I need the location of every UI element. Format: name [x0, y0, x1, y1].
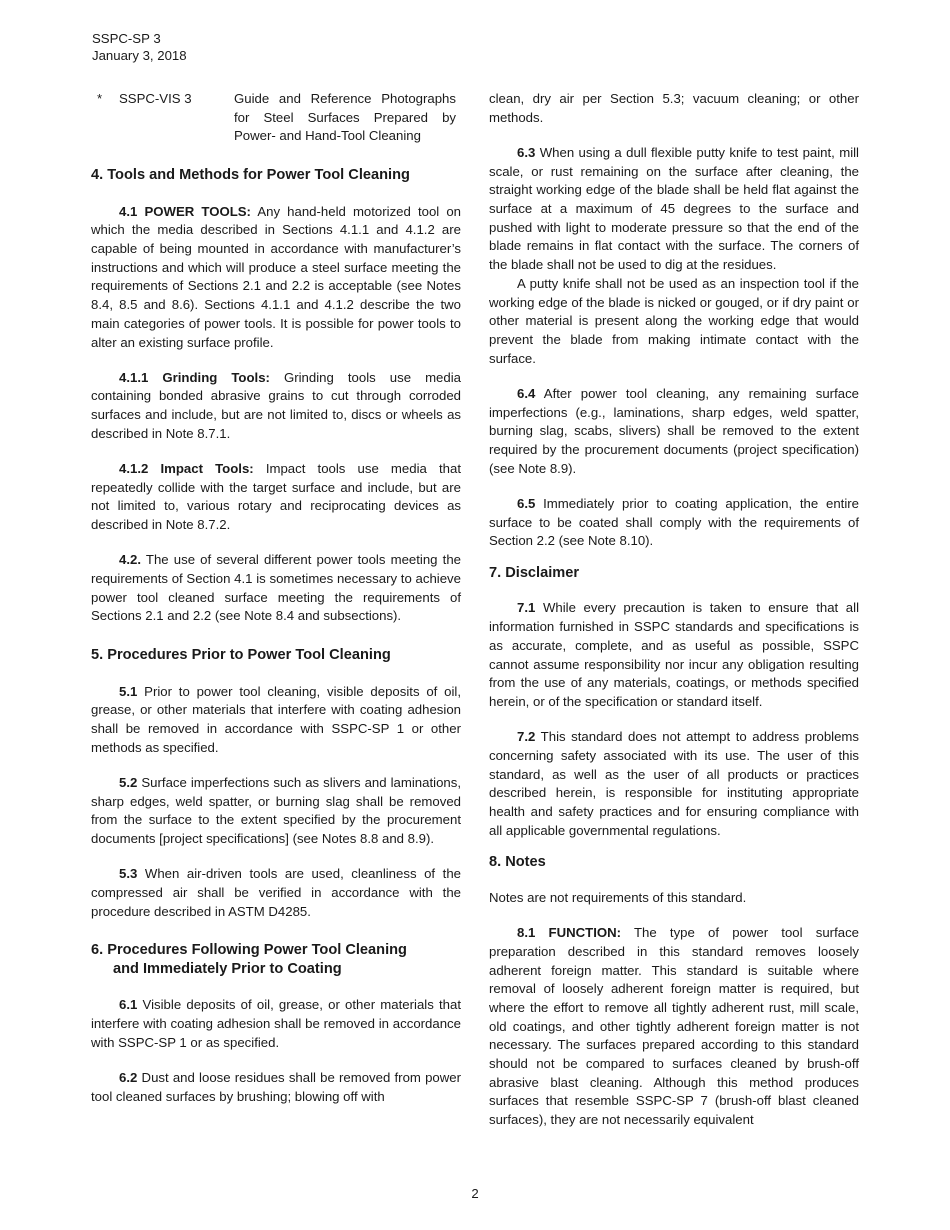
paragraph-label: 5.2: [119, 774, 138, 790]
paragraph-label: 4.1.1 Grinding Tools:: [119, 369, 270, 385]
paragraph-text: When using a dull flexible putty knife to test paint, mill scale, or rust remaining on the surface after cleaning, the straight working edge of the blade shall be held flat against the surface at a maximum of 45 degrees to the surface and pushed with light to moderate pressure so that the end of the blade remains in flat contact with the surface. The corners of the blade shall not be used to dig at the residues.: [489, 144, 859, 273]
paragraph-text: The use of several different power tools meeting the requirements of Section 4.1 is sometimes necessary to achieve power tool cleaned surface meeting the requirements of Sections 2.1 and 2.2 (see Note 8.4 and subsections).: [91, 552, 461, 624]
paragraph-6-3-continued: A putty knife shall not be used as an inspection tool if the working edge of the blade is nicked or gouged, or if dry paint or other material is present along the working edge that would prevent the blade from making intimate contact with the surface.: [489, 275, 859, 366]
reference-entry: [91, 90, 461, 146]
page-header: [92, 30, 187, 64]
reference-code: SSPC-VIS 3: [119, 91, 192, 106]
paragraph-label: 6.5: [517, 495, 536, 511]
paragraph-label: 7.2: [517, 729, 536, 745]
paragraph-7-2: [489, 728, 859, 840]
paragraph-label: 4.1.2 Impact Tools:: [119, 461, 254, 477]
section-6-heading-line-2: and Immediately Prior to Coating: [113, 960, 342, 977]
section-5-heading: 5. Procedures Prior to Power Tool Cleaning: [91, 647, 391, 664]
paragraph-4-1-1: [91, 369, 461, 444]
paragraph-4-1: [91, 203, 461, 353]
paragraph-text: Grinding tools use media containing bonded abrasive grains to cut through corroded surfaces and include, but are not limited to, discs or wheels as described in Note 8.7.1.: [91, 369, 461, 441]
notes-intro: Notes are not requirements of this standard.: [489, 889, 747, 905]
paragraph-text: The type of power tool surface preparation described in this standard removes loosely adherent foreign matter. This standard is suitable where removal of loosely adherent foreign matter is required, but where the effort to remove all tightly adherent rust, mill scale, old coatings, and other tightly adherent foreign matter is not necessary. The surfaces prepared according to this standard should not be compared to surfaces cleaned by brush-off abrasive blast cleaning. Although this method produces surfaces that resemble SSPC-SP 7 (brush-off blast cleaned surfaces), they are not necessarily equivalent: [489, 925, 860, 1128]
paragraph-label: 6.3: [517, 144, 536, 160]
section-6-heading-line-1: 6. Procedures Following Power Tool Cleaning: [91, 942, 407, 959]
paragraph-text: Immediately prior to coating application, the entire surface to be coated shall comply with the requirements of Section 2.2 (see Note 8.10).: [489, 495, 859, 549]
paragraph-7-1: [489, 599, 859, 711]
paragraph-text: Any hand-held motorized tool on which the media described in Sections 4.1.1 and 4.1.2 are capable of being mounted in accordance with manufacturer’s instructions and which will produce a steel surface meeting the requirements of Sections 2.1 and 2.2 is acceptable (see Notes 8.4, 8.5 and 8.6). Sections 4.1.1 and 4.1.2 describe the two main categories of power tools. It is possible for power tools to alter an existing surface profile.: [91, 203, 461, 350]
paragraph-8-1: [489, 924, 859, 1130]
paragraph-text: Impact tools use media that repeatedly collide with the target surface and include, but are not limited to, various rotary and reciprocating devices as described in Note 8.7.2.: [91, 461, 461, 533]
section-7-heading: 7. Disclaimer: [489, 564, 580, 581]
paragraph-text: Visible deposits of oil, grease, or other materials that interfere with coating adhesion shall be removed in accordance with SSPC-SP 1 or as specified.: [91, 997, 461, 1050]
paragraph-6-4: [489, 385, 859, 479]
paragraph-label: 4.1 POWER TOOLS:: [119, 203, 251, 219]
paragraph-6-5: [489, 495, 859, 551]
section-6-heading: [91, 941, 461, 978]
paragraph-label: 7.1: [517, 600, 536, 616]
section-8-heading: 8. Notes: [489, 854, 546, 871]
document-date: January 3, 2018: [92, 48, 187, 63]
paragraph-text: Prior to power tool cleaning, visible deposits of oil, grease, or other materials that interfere with coating adhesion shall be removed in accordance with SSPC-SP 1 or other methods as specified.: [91, 683, 461, 755]
section-4-heading: 4. Tools and Methods for Power Tool Cleaning: [91, 167, 410, 184]
paragraph-label: 8.1 FUNCTION:: [517, 925, 622, 941]
paragraph-label: 6.2: [119, 1070, 138, 1086]
paragraph-4-2: [91, 551, 461, 626]
paragraph-label: 4.2.: [119, 552, 141, 568]
reference-marker: *: [97, 91, 103, 106]
paragraph-6-1: [91, 996, 461, 1052]
page-number: 2: [471, 1186, 479, 1201]
paragraph-text: This standard does not attempt to address problems concerning safety associated with its use. The user of this standard, as well as the user of all products or practices described herein, is responsible for instituting appropriate health and safety practices and for ensuring compliance with all applicable governmental regulations.: [489, 729, 859, 838]
paragraph-5-2: [91, 774, 461, 849]
paragraph-text: While every precaution is taken to ensure that all information furnished in SSPC standards and specifications is as accurate, complete, and as useful as possible, SSPC cannot assume responsibility nor incur any obligation resulting from the use of any materials, coatings, or methods specified herein, or of the specification or standard itself.: [489, 600, 859, 709]
paragraph-label: 6.1: [119, 997, 138, 1013]
paragraph-text: Surface imperfections such as slivers and laminations, sharp edges, weld spatter, or burning slag shall be removed from the surface to the extent specified by the procurement documents [project specifications] (see Notes 8.8 and 8.9).: [91, 774, 461, 847]
paragraph-text: Dust and loose residues shall be removed from power tool cleaned surfaces by brushing; blowing off with: [91, 1070, 461, 1104]
left-column: [91, 90, 461, 1106]
paragraph-6-2-start: [91, 1069, 461, 1106]
paragraph-text: When air-driven tools are used, cleanliness of the compressed air shall be verified in accordance with the procedure described in ASTM D4285.: [91, 866, 461, 919]
paragraph-6-3: [489, 144, 859, 275]
paragraph-6-2-continued: clean, dry air per Section 5.3; vacuum cleaning; or other methods.: [489, 91, 859, 125]
paragraph-5-1: [91, 683, 461, 758]
paragraph-label: 5.1: [119, 683, 138, 699]
paragraph-label: 5.3: [119, 866, 138, 882]
paragraph-label: 6.4: [517, 385, 536, 401]
paragraph-text: After power tool cleaning, any remaining surface imperfections (e.g., laminations, sharp edges, weld spatter, burning slag, scabs, slivers) shall be removed to the extent required by the procurement documents (project specification) (see Note 8.9).: [489, 385, 859, 476]
paragraph-5-3: [91, 865, 461, 921]
right-column: [489, 90, 859, 1130]
paragraph-4-1-2: [91, 460, 461, 535]
document-id: SSPC-SP 3: [92, 31, 161, 46]
reference-description: Guide and Reference Photographs for Steel Surfaces Prepared by Power- and Hand-Tool Cleaning: [234, 91, 456, 144]
